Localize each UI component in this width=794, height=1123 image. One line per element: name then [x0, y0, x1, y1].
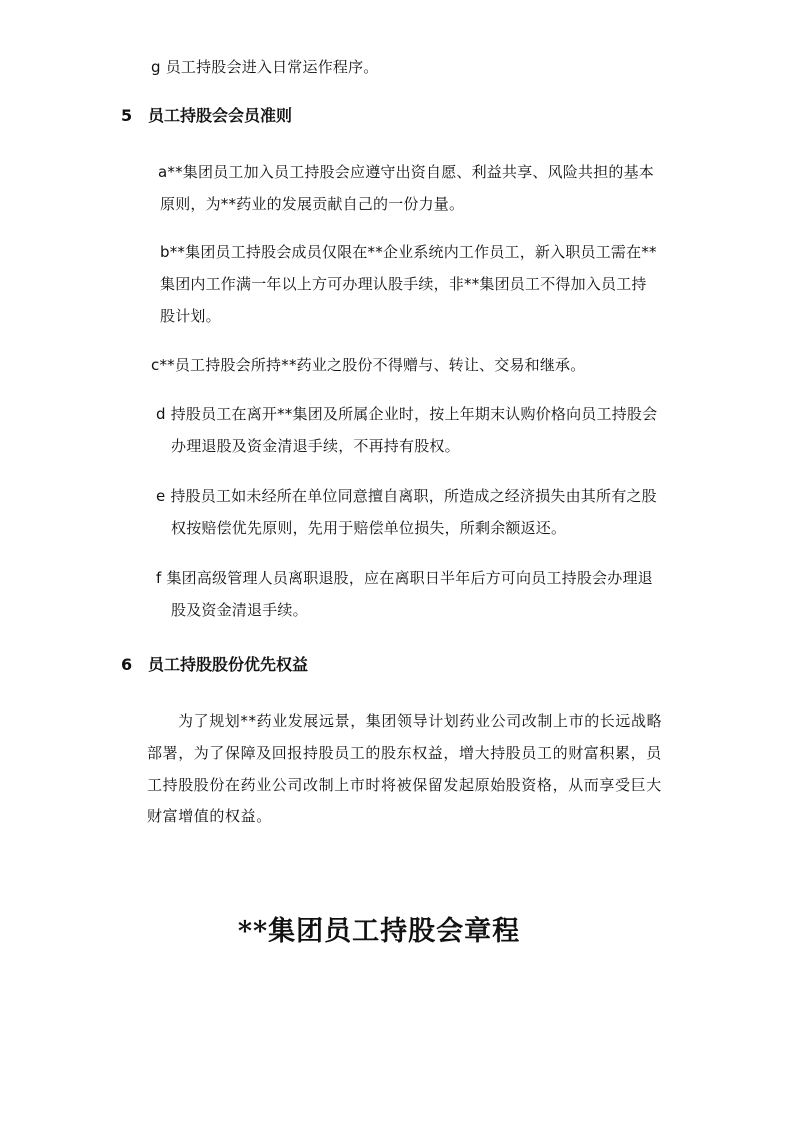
rule-b-line-2: 集团内工作满一年以上方可办理认股手续，非**集团员工不得加入员工持 — [160, 275, 647, 293]
rule-f-line-2: 股及资金清退手续。 — [171, 601, 308, 619]
section-6-paragraph-line-2: 部署，为了保障及回报持股员工的股东权益，增大持股员工的财富积累，员 — [147, 744, 662, 762]
document-title: **集团员工持股会章程 — [237, 916, 521, 947]
rule-b-line-1: b**集团员工持股会成员仅限在**企业系统内工作员工，新入职员工需在** — [160, 243, 657, 261]
section-6-paragraph-line-3: 工持股股份在药业公司改制上市时将被保留发起原始股资格，从而享受巨大 — [147, 776, 662, 794]
section-6-paragraph-line-4: 财富增值的权益。 — [147, 807, 272, 825]
section-6-title: 员工持股股份优先权益 — [148, 655, 309, 674]
section-5-number: 5 — [121, 106, 133, 125]
rule-d-line-2: 办理退股及资金清退手续，不再持有股权。 — [171, 437, 460, 455]
rule-d-line-1: d 持股员工在离开**集团及所属企业时，按上年期末认购价格向员工持股会 — [156, 405, 658, 423]
section-6-heading — [121, 654, 308, 676]
section-5-title: 员工持股会会员准则 — [148, 106, 293, 125]
rule-b-line-3: 股计划。 — [160, 307, 221, 325]
section-6-paragraph-line-1: 为了规划**药业发展远景，集团领导计划药业公司改制上市的长远战略 — [178, 712, 663, 730]
rule-f-line-1: f 集团高级管理人员离职退股，应在离职日半年后方可向员工持股会办理退 — [156, 569, 653, 587]
top-line: g 员工持股会进入日常运作程序。 — [151, 58, 379, 76]
section-6-number: 6 — [121, 655, 133, 674]
rule-c-line-1: c**员工持股会所持**药业之股份不得赠与、转让、交易和继承。 — [151, 356, 586, 374]
rule-a-line-2: 原则，为**药业的发展贡献自己的一份力量。 — [160, 195, 465, 213]
rule-e-line-1: e 持股员工如未经所在单位同意擅自离职，所造成之经济损失由其所有之股 — [156, 487, 657, 505]
rule-e-line-2: 权按赔偿优先原则，先用于赔偿单位损失，所剩余额返还。 — [171, 519, 567, 537]
rule-a-line-1: a**集团员工加入员工持股会应遵守出资自愿、利益共享、风险共担的基本 — [158, 163, 654, 181]
section-5-heading — [121, 105, 292, 127]
